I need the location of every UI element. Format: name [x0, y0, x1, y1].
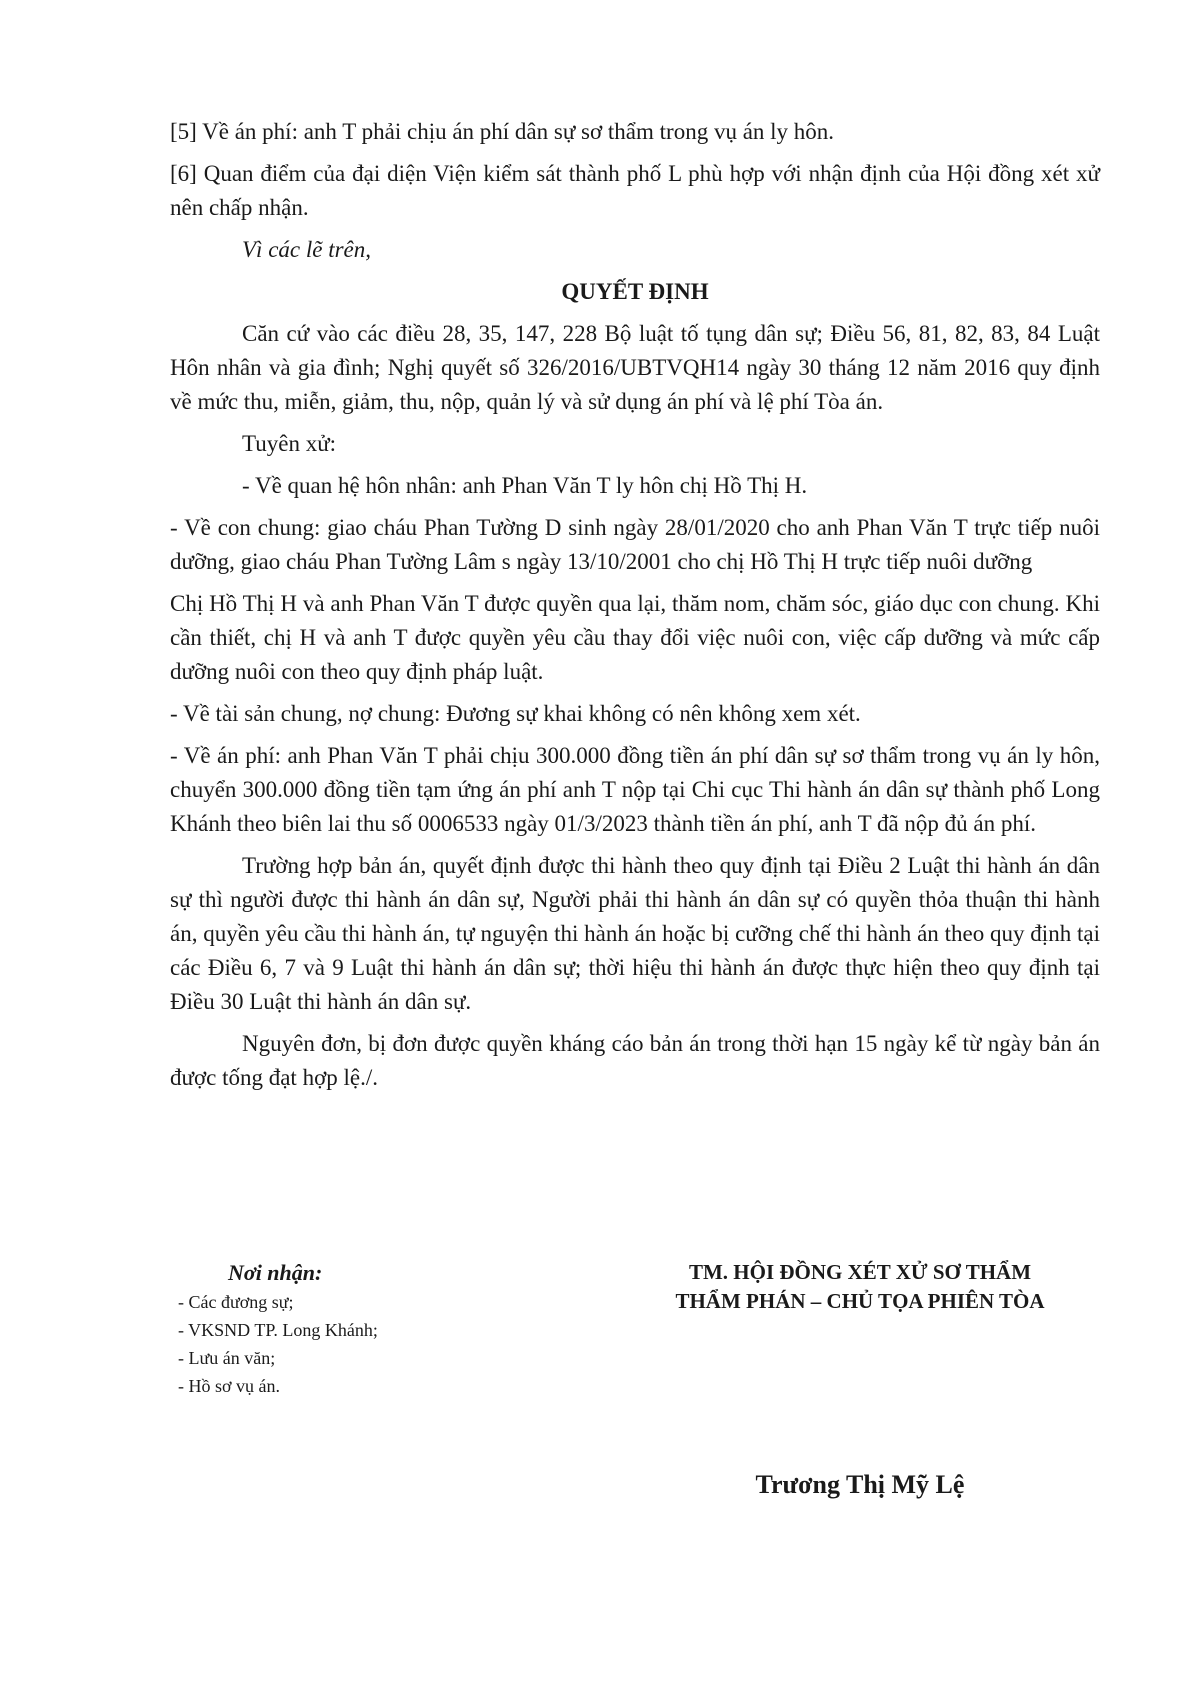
- recipients-list: [178, 1288, 508, 1400]
- paragraph-appeal: Nguyên đơn, bị đơn được quyền kháng cáo bản án trong thời hạn 15 ngày kể từ ngày bản án được tống đạt hợp lệ./.: [170, 1031, 1100, 1090]
- paragraph-children: - Về con chung: giao cháu Phan Tường D sinh ngày 28/01/2020 cho anh Phan Văn T trực tiếp nuôi dưỡng, giao cháu Phan Tường Lâm s ngày 13/10/2001 cho chị Hồ Thị H trực tiếp nuôi dưỡng: [170, 515, 1100, 574]
- document-body: [170, 115, 1100, 1103]
- recipient-item: - VKSND TP. Long Khánh;: [178, 1320, 378, 1340]
- recipients-block: [178, 1258, 508, 1400]
- paragraph-procuracy-opinion: [6] Quan điểm của đại diện Viện kiểm sát thành phố L phù hợp với nhận định của Hội đồng xét xử nên chấp nhận.: [170, 161, 1100, 220]
- recipient-item: - Các đương sự;: [178, 1292, 294, 1312]
- paragraph-verdict-label: Tuyên xử:: [242, 431, 337, 456]
- signature-title-line1: TM. HỘI ĐỒNG XÉT XỬ SƠ THẨM: [688, 1260, 1032, 1284]
- paragraph-court-fee-reasoning: [5] Về án phí: anh T phải chịu án phí dân sự sơ thẩm trong vụ án ly hôn.: [170, 119, 835, 144]
- paragraph-property: - Về tài sản chung, nợ chung: Đương sự khai không có nên không xem xét.: [170, 701, 861, 726]
- paragraph-enforcement: Trường hợp bản án, quyết định được thi hành theo quy định tại Điều 2 Luật thi hành án dân sự thì người được thi hành án dân sự, Người phải thi hành án dân sự có quyền thỏa thuận thi hành án, quyền yêu cầu thi hành án, tự nguyện thi hành án hoặc bị cưỡng chế thi hành án theo quy định tại các Điều 6, 7 và 9 Luật thi hành án dân sự; thời hiệu thi hành án được thực hiện theo quy định tại Điều 30 Luật thi hành án dân sự.: [170, 853, 1100, 1014]
- paragraph-for-these-reasons: Vì các lẽ trên,: [242, 237, 372, 262]
- paragraph-visitation: Chị Hồ Thị H và anh Phan Văn T được quyền qua lại, thăm nom, chăm sóc, giáo dục con chung. Khi cần thiết, chị H và anh T được quyền yêu cầu thay đổi việc nuôi con, việc cấp dưỡng và mức cấp dưỡng nuôi con theo quy định pháp luật.: [170, 591, 1100, 684]
- recipient-item: - Hồ sơ vụ án.: [178, 1376, 281, 1396]
- paragraph-court-fee: - Về án phí: anh Phan Văn T phải chịu 300.000 đồng tiền án phí dân sự sơ thẩm trong vụ án ly hôn, chuyển 300.000 đồng tiền tạm ứng án phí anh T nộp tại Chi cục Thi hành án dân sự thành phố Long Khánh theo biên lai thu số 0006533 ngày 01/3/2023 thành tiền án phí, anh T đã nộp đủ án phí.: [170, 743, 1100, 836]
- paragraph-marriage: - Về quan hệ hôn nhân: anh Phan Văn T ly hôn chị Hồ Thị H.: [242, 473, 808, 498]
- signature-title-line2: THẨM PHÁN – CHỦ TỌA PHIÊN TÒA: [675, 1289, 1045, 1313]
- recipient-item: - Lưu án văn;: [178, 1348, 276, 1368]
- decision-heading: QUYẾT ĐỊNH: [561, 279, 709, 304]
- paragraph-legal-basis: Căn cứ vào các điều 28, 35, 147, 228 Bộ luật tố tụng dân sự; Điều 56, 81, 82, 83, 84 Luật Hôn nhân và gia đình; Nghị quyết số 326/2016/UBTVQH14 ngày 30 tháng 12 năm 2016 quy định về mức thu, miễn, giảm, thu, nộp, quản lý và sử dụng án phí và lệ phí Tòa án.: [170, 321, 1100, 414]
- signature-block: [620, 1258, 1100, 1316]
- recipients-title: Nơi nhận:: [228, 1260, 323, 1285]
- signer-name: Trương Thị Mỹ Lệ: [755, 1470, 965, 1499]
